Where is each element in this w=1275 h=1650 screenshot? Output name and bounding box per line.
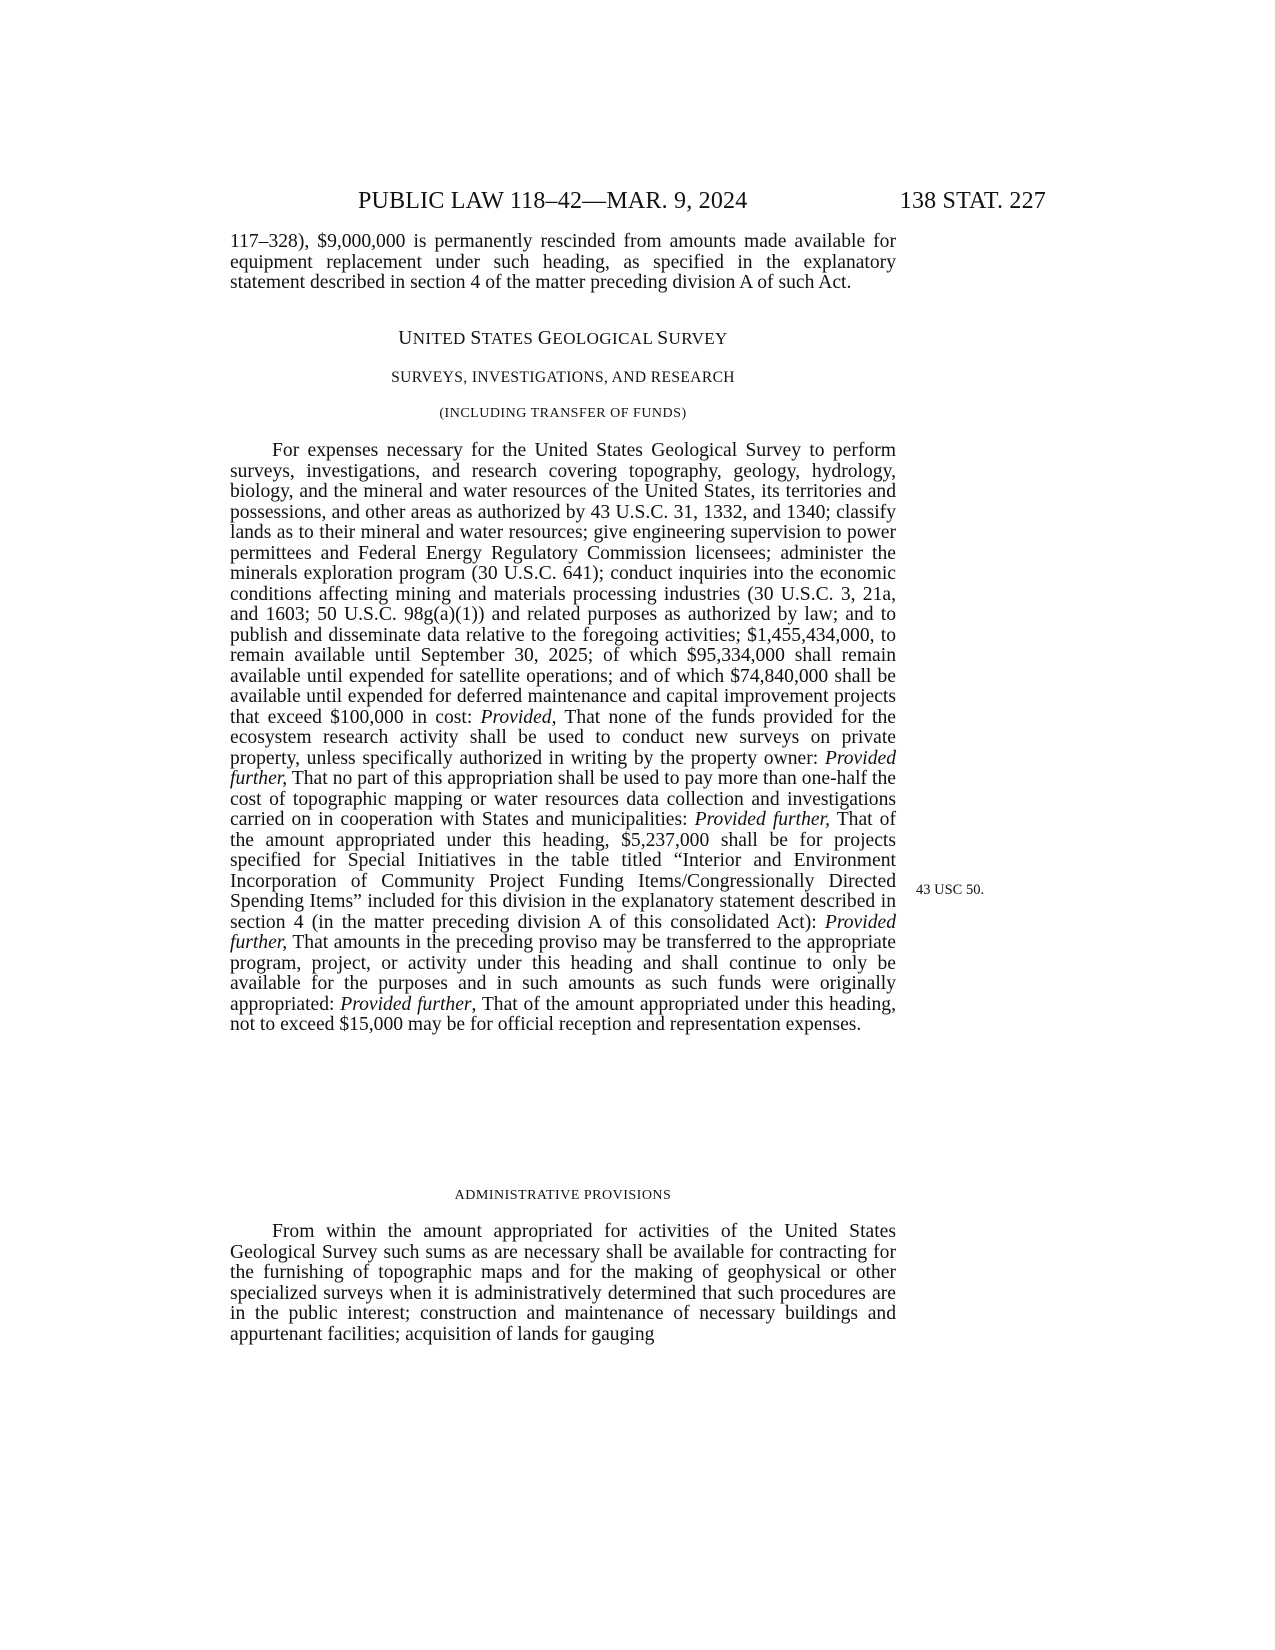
admin-body: From within the amount appropriated for activities of the United States Geological Survey such sums as are necessary shall be available for contracting for the furnishing of topographic maps and for the making of geophysical or other specialized surveys when it is administratively determined that such procedures are in the public interest; construction and maintenance of necessary buildings and appurtenant facilities; acquisition of lands for gauging — [230, 1221, 896, 1345]
admin-paragraph — [230, 1222, 896, 1345]
running-header — [230, 188, 1046, 220]
administrative-provisions-heading: ADMINISTRATIVE PROVISIONS — [454, 1188, 672, 1203]
continuation-text: 117–328), $9,000,000 is permanently rescinded from amounts made available for equipment replacement under such heading, as specified in the explanatory statement described in section 4 of the matter preceding division A of such Act. — [230, 231, 896, 293]
continuation-paragraph — [230, 232, 896, 294]
header-page-number: 138 STAT. 227 — [899, 188, 1046, 214]
transfer-note: (INCLUDING TRANSFER OF FUNDS) — [439, 406, 687, 421]
agency-heading: UNITED STATES GEOLOGICAL SURVEY — [398, 328, 728, 349]
margin-citation: 43 USC 50. — [916, 882, 985, 898]
usgs-body: For expenses necessary for the United States Geological Survey to perform surveys, investigations, and research covering topography, geology, hydrology, biology, and the mineral and water resources of the United States, its territories and possessions, and other areas as authorized by 43 U.S.C. 31, 1332, and 1340; classify lands as to their mineral and water resources; give engineering supervision to power permittees and Federal Energy Regulatory Commission licensees; administer the minerals exploration program (30 U.S.C. 641); conduct inquiries into the economic conditions affecting mining and materials processing industries (30 U.S.C. 3, 21a, and 1603; 50 U.S.C. 98g(a)(1)) and related purposes as authorized by law; and to publish and disseminate data relative to the foregoing activities; $1,455,434,000, to remain available until September 30, 2025; of which $95,334,000 shall remain available until expended for satellite operations; and of which $74,840,000 shall be available until expended for deferred maintenance and capital improvement projects that exceed $100,000 in cost: Provided, That none of the funds provided for the ecosystem research activity shall be used to conduct new surveys on private property, unless specifically authorized in writing by the property owner: Provided further, That no part of this appropriation shall be used to pay more than one-half the cost of topographic mapping or water resources data collection and investigations carried on in cooperation with States and municipalities: Provided further, That of the amount appropriated under this heading, $5,237,000 shall be for projects specified for Special Initiatives in the table titled “Interior and Environment Incorporation of Community Project Funding Items/Congressionally Directed Spending Items” included for this division in the explanatory statement described in section 4 (in the matter preceding division A of this consolidated Act): Provided further, That amounts in the preceding proviso may be transferred to the appropriate program, project, or activity under this heading and shall continue to only be available for the purposes and in such amounts as such funds were originally appropriated: Provided further, That of the amount appropriated under this heading, not to exceed $15,000 may be for official reception and representation expenses. — [230, 440, 897, 1035]
usgs-paragraph — [230, 441, 896, 1036]
header-title: PUBLIC LAW 118–42—MAR. 9, 2024 — [358, 188, 748, 214]
account-heading: SURVEYS, INVESTIGATIONS, AND RESEARCH — [391, 369, 735, 386]
